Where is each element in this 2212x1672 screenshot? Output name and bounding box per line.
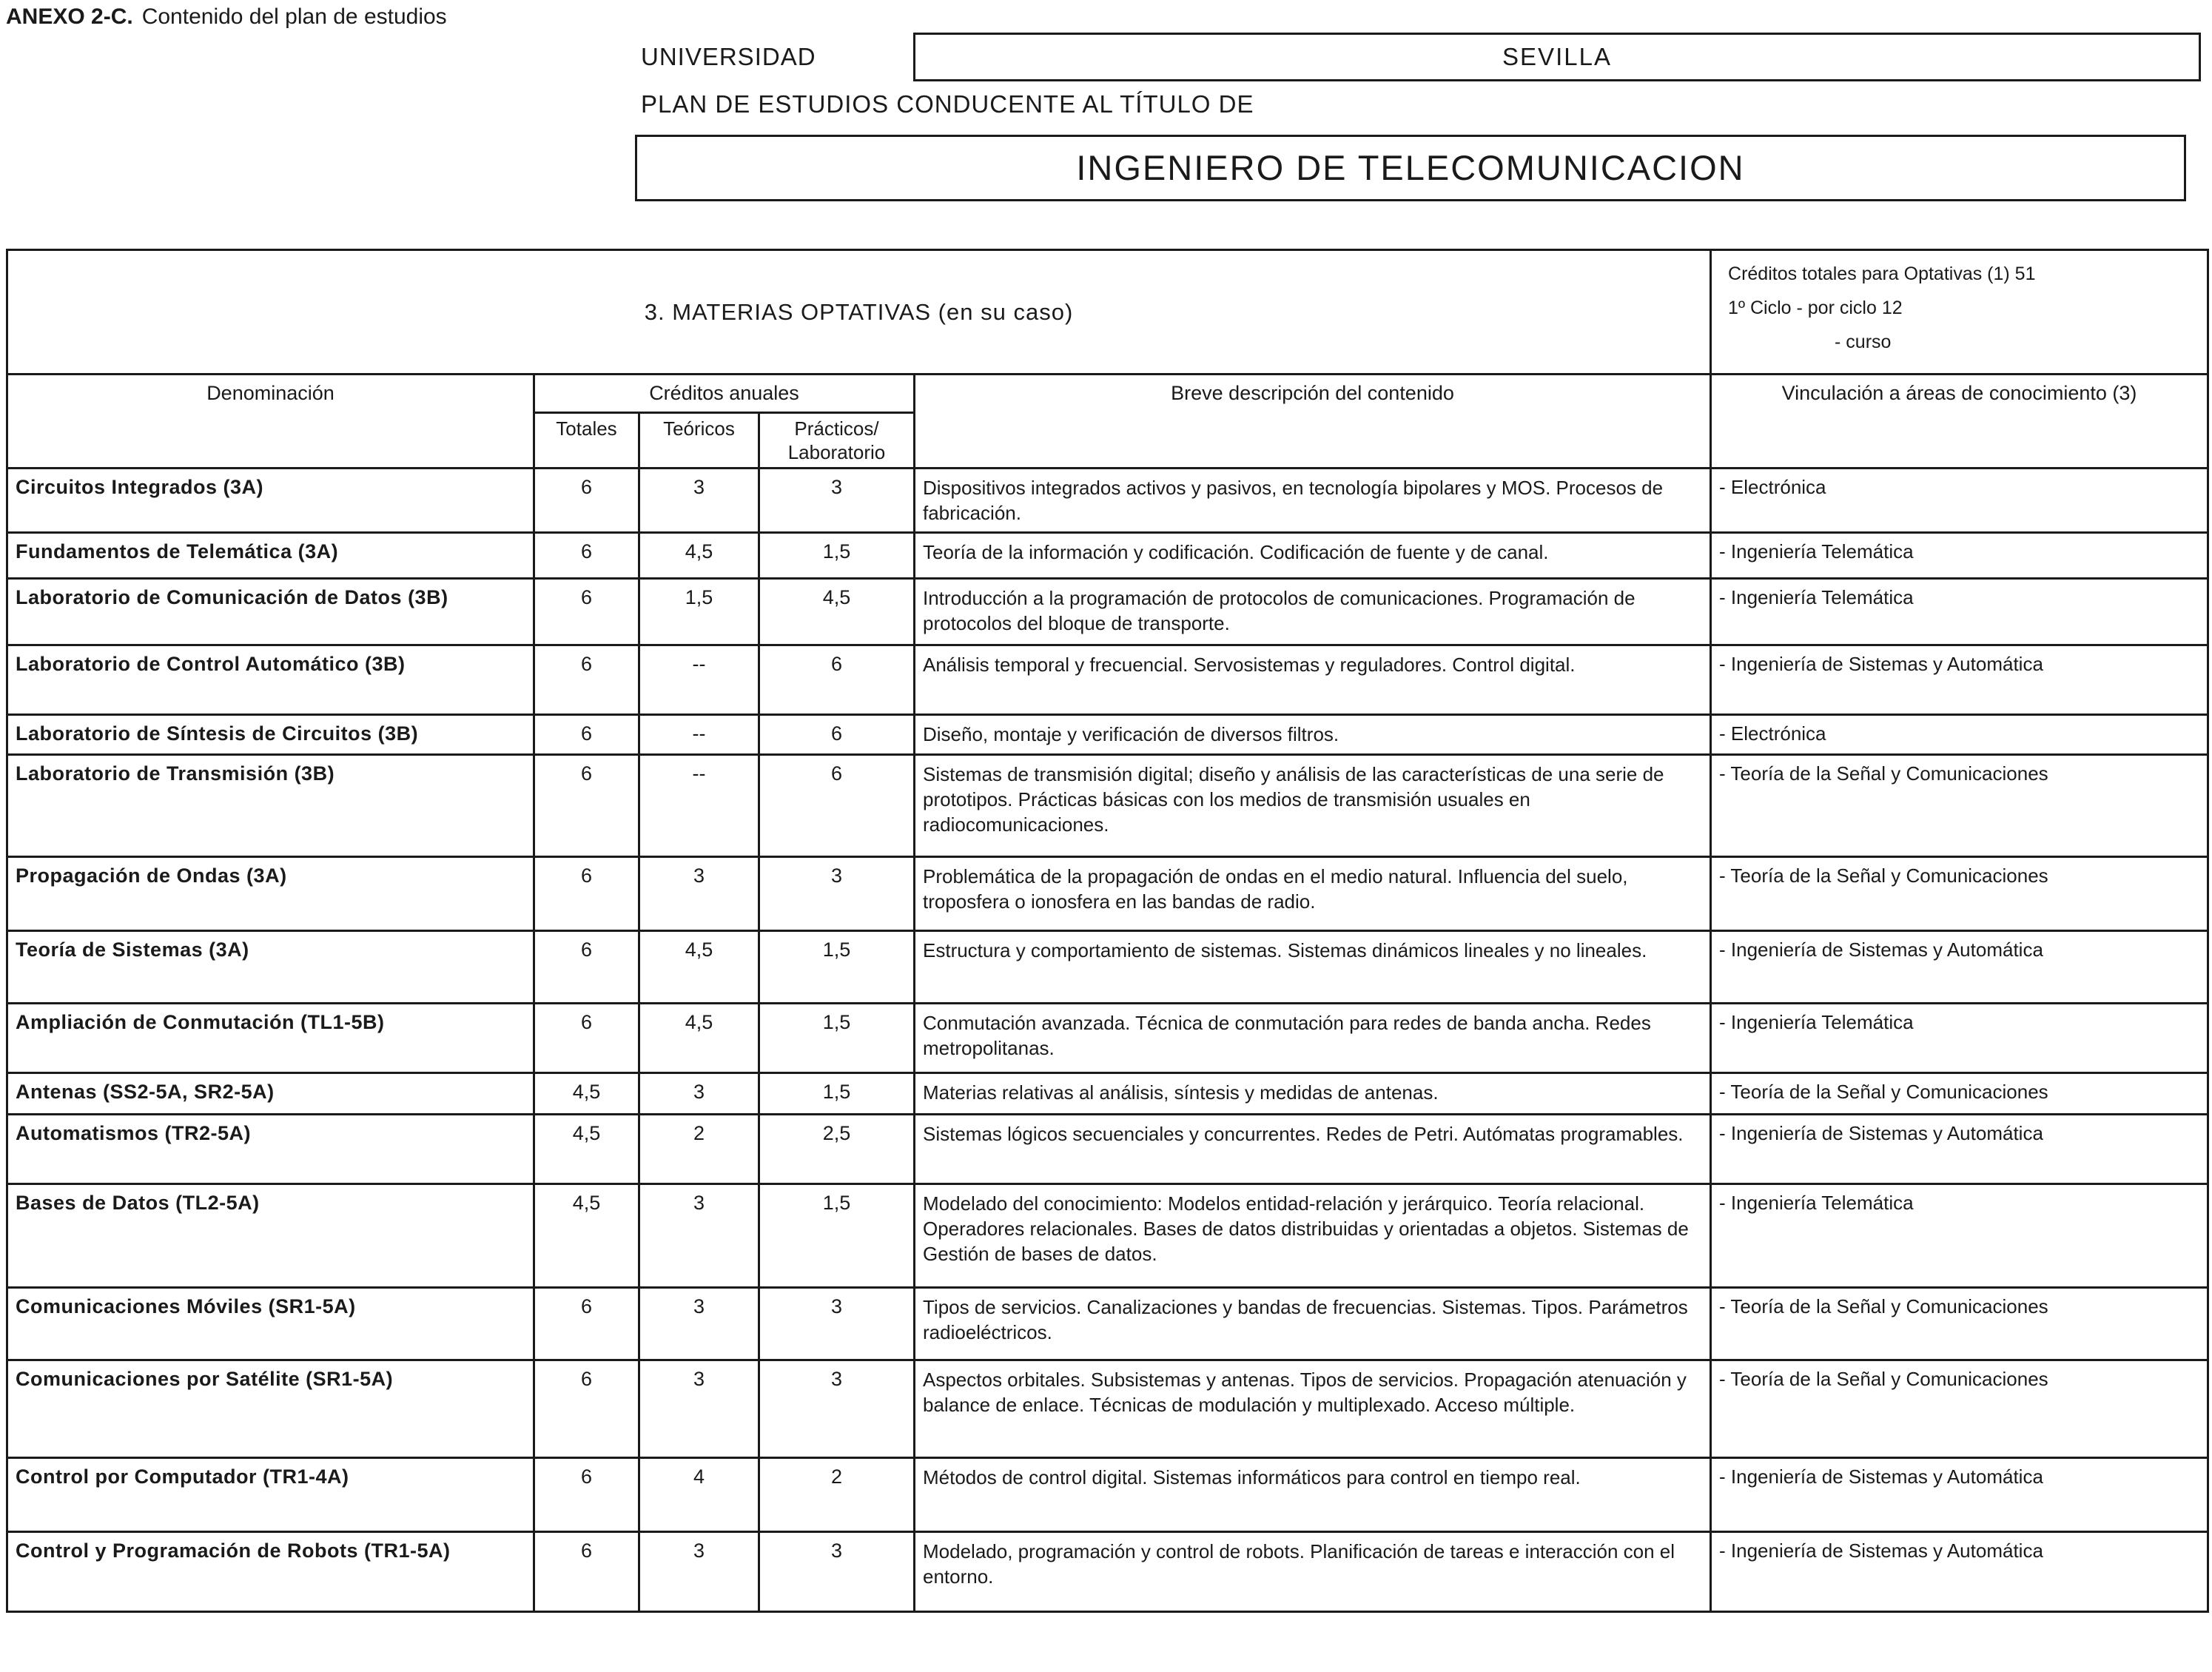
table-row [7, 1288, 2208, 1360]
subject-description: Materias relativas al análisis, síntesis y medidas de antenas. [915, 1073, 1711, 1115]
credits-total-value: 6 [534, 533, 639, 579]
subject-description: Diseño, montaje y verificación de diversos filtros. [915, 715, 1711, 755]
subject-description: Sistemas de transmisión digital; diseño y análisis de las características de una serie de prototipos. Prácticas básicas con los medios de transmisión usuales en radiocomunicaciones. [915, 755, 1711, 857]
subject-description: Sistemas lógicos secuenciales y concurrentes. Redes de Petri. Autómatas programables. [915, 1115, 1711, 1184]
subject-name: Control por Computador (TR1-4A) [7, 1458, 534, 1532]
subject-name: Laboratorio de Síntesis de Circuitos (3B) [7, 715, 534, 755]
knowledge-area: - Ingeniería de Sistemas y Automática [1711, 1458, 2208, 1532]
column-header-area: Vinculación a áreas de conocimiento (3) [1711, 375, 2208, 469]
subject-description: Conmutación avanzada. Técnica de conmutación para redes de banda ancha. Redes metropolitanas. [915, 1004, 1711, 1073]
table-row [7, 1458, 2208, 1532]
subject-description: Estructura y comportamiento de sistemas. Sistemas dinámicos lineales y no lineales. [915, 931, 1711, 1004]
credits-theory-value: 4 [639, 1458, 759, 1532]
credits-practical-value: 3 [759, 1360, 915, 1458]
annex-label: ANEXO 2-C. [6, 4, 133, 29]
knowledge-area: - Electrónica [1711, 469, 2208, 533]
credits-total-value: 6 [534, 1004, 639, 1073]
section-header-row [7, 250, 2208, 375]
subject-description: Análisis temporal y frecuencial. Servosistemas y reguladores. Control digital. [915, 645, 1711, 715]
knowledge-area: - Ingeniería de Sistemas y Automática [1711, 645, 2208, 715]
credits-total-value: 6 [534, 1458, 639, 1532]
credits-practical-value: 1,5 [759, 533, 915, 579]
column-header-theory: Teóricos [639, 413, 759, 469]
credits-practical-value: 3 [759, 1288, 915, 1360]
knowledge-area: - Ingeniería Telemática [1711, 1184, 2208, 1288]
credits-theory-value: 2 [639, 1115, 759, 1184]
credits-total-value: 4,5 [534, 1073, 639, 1115]
column-header-row [7, 375, 2208, 413]
annex-title [6, 4, 447, 30]
table-row [7, 931, 2208, 1004]
subject-description: Tipos de servicios. Canalizaciones y bandas de frecuencias. Sistemas. Tipos. Parámetros radioeléctricos. [915, 1288, 1711, 1360]
subject-description: Métodos de control digital. Sistemas informáticos para control en tiempo real. [915, 1458, 1711, 1532]
subject-name: Automatismos (TR2-5A) [7, 1115, 534, 1184]
table-row [7, 755, 2208, 857]
knowledge-area: - Teoría de la Señal y Comunicaciones [1711, 1360, 2208, 1458]
table-row [7, 533, 2208, 579]
credits-theory-value: -- [639, 645, 759, 715]
credits-practical-value: 1,5 [759, 1004, 915, 1073]
subject-name: Ampliación de Conmutación (TL1-5B) [7, 1004, 534, 1073]
table-row [7, 1115, 2208, 1184]
credits-total-value: 4,5 [534, 1184, 639, 1288]
university-value: SEVILLA [913, 33, 2201, 81]
subject-description: Teoría de la información y codificación. Codificación de fuente y de canal. [915, 533, 1711, 579]
section-title: 3. MATERIAS OPTATIVAS (en su caso) [7, 250, 1711, 375]
subject-description: Problemática de la propagación de ondas en el medio natural. Influencia del suelo, troposfera o ionosfera en las bandas de radio. [915, 857, 1711, 931]
credits-total-value: 6 [534, 755, 639, 857]
table-row [7, 715, 2208, 755]
credits-practical-value: 1,5 [759, 1184, 915, 1288]
knowledge-area: - Teoría de la Señal y Comunicaciones [1711, 755, 2208, 857]
table-row [7, 1532, 2208, 1612]
column-header-description: Breve descripción del contenido [915, 375, 1711, 469]
subject-name: Teoría de Sistemas (3A) [7, 931, 534, 1004]
credits-theory-value: 3 [639, 469, 759, 533]
subject-description: Aspectos orbitales. Subsistemas y antenas. Tipos de servicios. Propagación atenuación y balance de enlace. Técnicas de modulación y multiplexado. Acceso múltiple. [915, 1360, 1711, 1458]
university-label: UNIVERSIDAD [641, 43, 816, 70]
credits-theory-value: 3 [639, 1360, 759, 1458]
subject-description: Dispositivos integrados activos y pasivos, en tecnología bipolares y MOS. Procesos de fabricación. [915, 469, 1711, 533]
credits-total-value: 6 [534, 857, 639, 931]
knowledge-area: - Teoría de la Señal y Comunicaciones [1711, 1288, 2208, 1360]
column-header-name: Denominación [7, 375, 534, 469]
subject-name: Fundamentos de Telemática (3A) [7, 533, 534, 579]
knowledge-area: - Ingeniería de Sistemas y Automática [1711, 931, 2208, 1004]
credits-practical-value: 6 [759, 715, 915, 755]
table-row [7, 645, 2208, 715]
credits-practical-value: 1,5 [759, 931, 915, 1004]
credits-theory-value: 3 [639, 857, 759, 931]
credits-info [1711, 250, 2208, 375]
credits-theory-value: 3 [639, 1073, 759, 1115]
credits-theory-value: 4,5 [639, 931, 759, 1004]
knowledge-area: - Electrónica [1711, 715, 2208, 755]
credits-theory-value: 3 [639, 1184, 759, 1288]
credits-practical-value: 1,5 [759, 1073, 915, 1115]
column-header-total: Totales [534, 413, 639, 469]
knowledge-area: - Ingeniería de Sistemas y Automática [1711, 1115, 2208, 1184]
subject-name: Laboratorio de Control Automático (3B) [7, 645, 534, 715]
column-header-credits: Créditos anuales [534, 375, 915, 413]
credits-total-value: 6 [534, 1288, 639, 1360]
credits-theory-value: -- [639, 755, 759, 857]
credits-practical-value: 6 [759, 755, 915, 857]
knowledge-area: - Teoría de la Señal y Comunicaciones [1711, 857, 2208, 931]
credits-theory-value: 3 [639, 1532, 759, 1612]
subject-name: Bases de Datos (TL2-5A) [7, 1184, 534, 1288]
credits-theory-value: 1,5 [639, 579, 759, 645]
knowledge-area: - Ingeniería Telemática [1711, 533, 2208, 579]
knowledge-area: - Ingeniería de Sistemas y Automática [1711, 1532, 2208, 1612]
credits-theory-value: -- [639, 715, 759, 755]
credits-total-value: 6 [534, 579, 639, 645]
credits-practical-value: 2 [759, 1458, 915, 1532]
credits-course: - curso [1835, 332, 1892, 352]
table-row [7, 1184, 2208, 1288]
credits-total-value: 6 [534, 1360, 639, 1458]
subject-name: Comunicaciones por Satélite (SR1-5A) [7, 1360, 534, 1458]
knowledge-area: - Ingeniería Telemática [1711, 1004, 2208, 1073]
credits-total-value: 4,5 [534, 1115, 639, 1184]
table-row [7, 579, 2208, 645]
credits-practical-value: 3 [759, 1532, 915, 1612]
table-row [7, 469, 2208, 533]
subject-description: Modelado, programación y control de robots. Planificación de tareas e interacción con el entorno. [915, 1532, 1711, 1612]
table-row [7, 857, 2208, 931]
credits-total-value: 6 [534, 469, 639, 533]
degree-value: INGENIERO DE TELECOMUNICACION [635, 135, 2186, 201]
subject-name: Antenas (SS2-5A, SR2-5A) [7, 1073, 534, 1115]
credits-practical-value: 6 [759, 645, 915, 715]
plan-label: PLAN DE ESTUDIOS CONDUCENTE AL TÍTULO DE [641, 90, 1254, 118]
credits-total-value: 6 [534, 1532, 639, 1612]
subject-name: Control y Programación de Robots (TR1-5A) [7, 1532, 534, 1612]
credits-theory-value: 3 [639, 1288, 759, 1360]
subject-name: Circuitos Integrados (3A) [7, 469, 534, 533]
credits-total-value: 6 [534, 931, 639, 1004]
annex-subtitle: Contenido del plan de estudios [141, 4, 447, 29]
credits-practical-value: 3 [759, 857, 915, 931]
subject-name: Comunicaciones Móviles (SR1-5A) [7, 1288, 534, 1360]
credits-practical-value: 4,5 [759, 579, 915, 645]
knowledge-area: - Ingeniería Telemática [1711, 579, 2208, 645]
table-body [7, 250, 2208, 1612]
subject-description: Modelado del conocimiento: Modelos entidad-relación y jerárquico. Teoría relacional. Operadores relacionales. Bases de datos distribuidas y orientadas a objetos. Sistemas de Gestión de bases de datos. [915, 1184, 1711, 1288]
credits-practical-value: 2,5 [759, 1115, 915, 1184]
credits-total: Créditos totales para Optativas (1) 51 [1728, 263, 2036, 284]
credits-total-value: 6 [534, 645, 639, 715]
subject-name: Laboratorio de Transmisión (3B) [7, 755, 534, 857]
subject-name: Laboratorio de Comunicación de Datos (3B) [7, 579, 534, 645]
column-header-practical: Prácticos/ Laboratorio [759, 413, 915, 469]
credits-theory-value: 4,5 [639, 1004, 759, 1073]
table-row [7, 1073, 2208, 1115]
credits-theory-value: 4,5 [639, 533, 759, 579]
knowledge-area: - Teoría de la Señal y Comunicaciones [1711, 1073, 2208, 1115]
subject-name: Propagación de Ondas (3A) [7, 857, 534, 931]
table-row [7, 1360, 2208, 1458]
credits-cycle: 1º Ciclo - por ciclo 12 [1728, 298, 1903, 318]
subject-description: Introducción a la programación de protocolos de comunicaciones. Programación de protocolos del bloque de transporte. [915, 579, 1711, 645]
credits-practical-value: 3 [759, 469, 915, 533]
table-row [7, 1004, 2208, 1073]
credits-total-value: 6 [534, 715, 639, 755]
optional-subjects-table [6, 249, 2209, 1613]
